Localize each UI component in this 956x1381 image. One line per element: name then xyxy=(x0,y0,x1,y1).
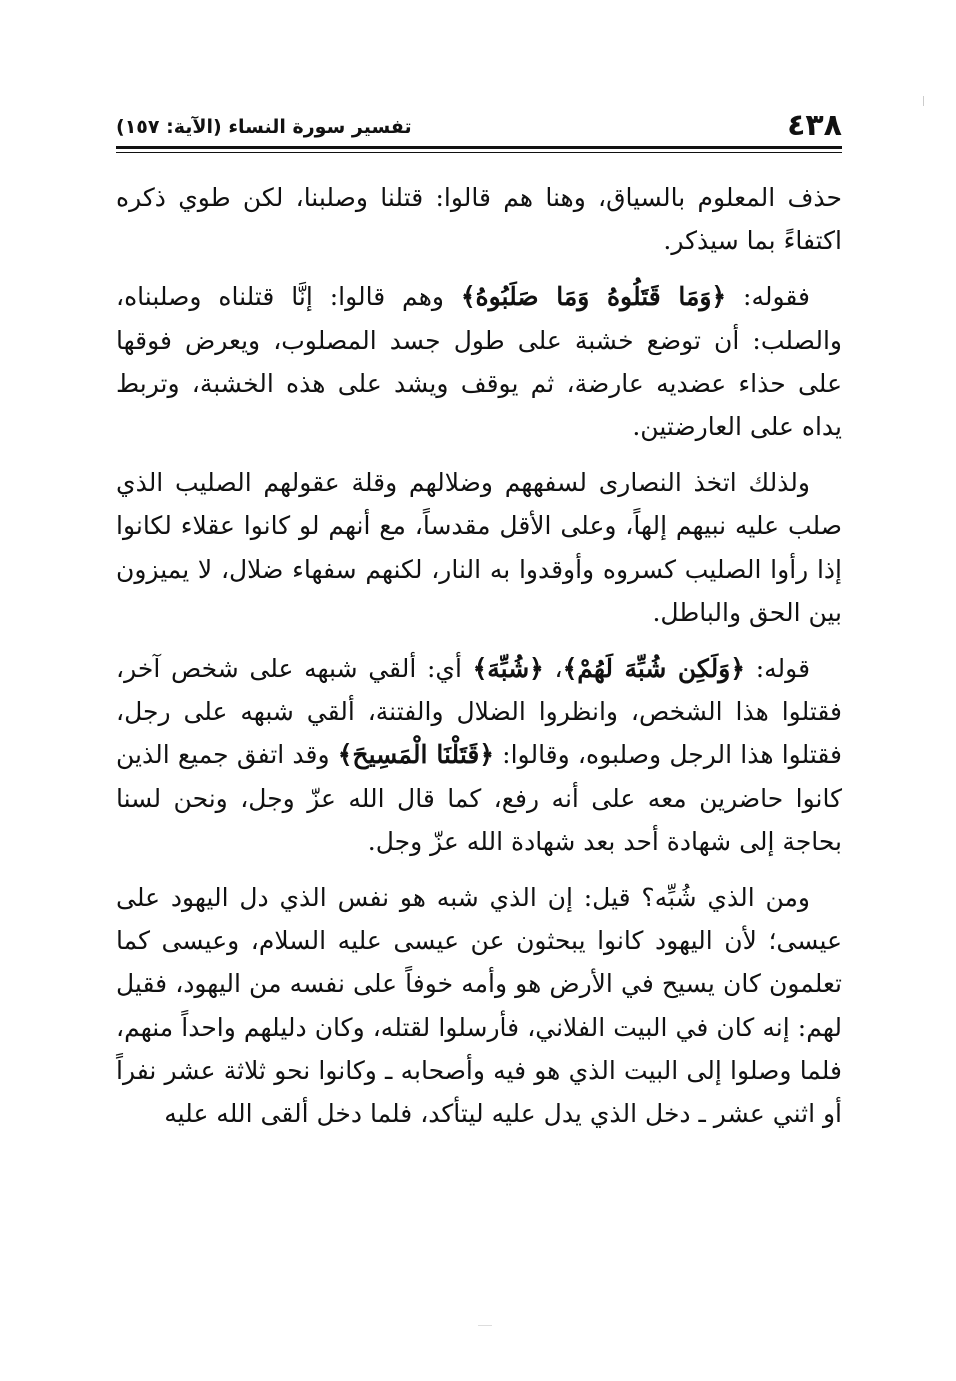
paragraph-5 xyxy=(116,876,842,1135)
header-rule-thick xyxy=(116,146,842,149)
paragraph-text: ولذلك اتخذ النصارى لسفههم وضلالهم وقلة عقولهم الصليب الذي صلب عليه نبيهم إلهاً، وعلى الأقل مقدساً، مع أنهم لو كانوا عقلاء لكانوا إذا رأوا الصليب كسروه وأوقدوا به النار، لكنهم سفهاء ضلال، لا يميزون بين الحق والباطل. xyxy=(116,468,842,627)
page-number: ٤٣٨ xyxy=(787,108,842,143)
paragraph-3 xyxy=(116,461,842,634)
paragraph-2 xyxy=(116,275,842,448)
paragraph-1 xyxy=(116,176,842,262)
paragraph-text: ، xyxy=(543,654,563,684)
paragraph-lead: فقوله: xyxy=(726,282,810,312)
paragraph-4 xyxy=(116,647,842,863)
paragraph-text: حذف المعلوم بالسياق، وهنا هم قالوا: قتلنا وصلبنا، لكن طوي ذكره اكتفاءً بما سيذكر. xyxy=(116,183,842,256)
running-title: تفسير سورة النساء (الآية: ١٥٧) xyxy=(116,116,412,138)
quran-quote: ﴿قَتَلْنَا الْمَسِيحَ﴾ xyxy=(337,740,494,770)
quran-quote: ﴿وَلَكِن شُبِّهَ لَهُمْ﴾ xyxy=(562,654,746,684)
header-rule-thin xyxy=(116,152,842,153)
quran-quote: ﴿وَمَا قَتَلُوهُ وَمَا صَلَبُوهُ﴾ xyxy=(460,282,727,312)
body-text xyxy=(116,176,842,1148)
scan-mark xyxy=(478,1325,492,1326)
paragraph-lead: قوله: xyxy=(745,654,811,684)
paragraph-text: وقد اتفق جميع الذين كانوا حاضرين معه على أنه رفع، كما قال الله عزّ وجل، ونحن لسنا بحاجة إلى شهادة أحد بعد شهادة الله عزّ وجل. xyxy=(116,740,842,856)
quran-quote: ﴿شُبِّهَ﴾ xyxy=(472,654,544,684)
scan-mark xyxy=(923,96,924,106)
paragraph-text: أي: ألقي شبهه على شخص آخر، فقتلوا هذا الشخص، وانظروا الضلال والفتنة، ألقي شبهه على رجل، فقتلوا هذا الرجل وصلبوه، وقالوا: xyxy=(116,654,842,770)
paragraph-text: ومن الذي شُبِّه؟ قيل: إن الذي شبه هو نفس الذي دل اليهود على عيسى؛ لأن اليهود كانوا يبحثون عن عيسى عليه السلام، وعيسى كما تعلمون كان يسيح في الأرض هو وأمه خوفاً على نفسه من اليهود، فقيل لهم: إنه كان في البيت الفلاني، فأرسلوا لقتله، وكان دليلهم واحداً منهم، فلما وصلوا إلى البيت الذي هو فيه وأصحابه ـ وكانوا نحو ثلاثة عشر نفراً أو اثني عشر ـ دخل الذي يدل عليه ليتأكد، فلما دخل ألقى الله عليه xyxy=(116,883,842,1129)
page-header xyxy=(116,108,842,148)
paragraph-text: وهم قالوا: إنَّا قتلناه وصلبناه، والصلب: أن توضع خشبة على طول جسد المصلوب، ويعرض فوقها على حذاء عضديه عارضة، ثم يوقف ويشد على هذه الخشبة، وتربط يداه على العارضتين. xyxy=(116,282,842,442)
